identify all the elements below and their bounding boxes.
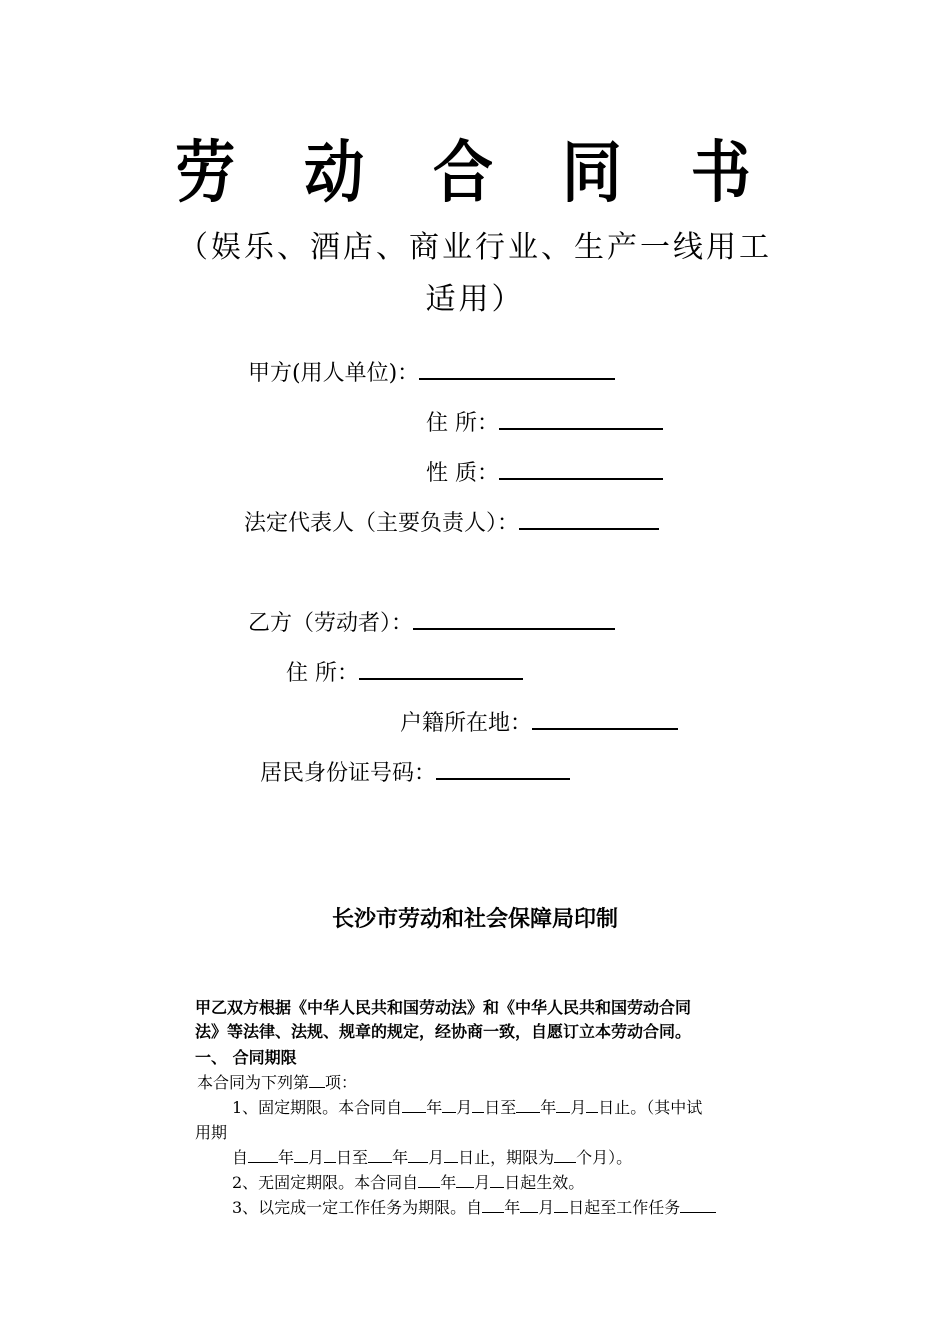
open-start-month-blank[interactable] [456,1173,474,1188]
fixed-end-day-blank[interactable] [586,1098,598,1113]
party-b-address-row [286,658,523,689]
party-b-household-label: 户籍所在地： [400,711,533,736]
document-subtitle-line-1: （娱乐、酒店、商业行业、生产一线用工 [178,230,772,265]
party-b-id-blank[interactable] [436,758,570,780]
task-start-year-blank[interactable] [482,1198,504,1213]
party-a-address-label: 住 所： [426,411,499,436]
intro-line-2: 法》等法律、法规、规章的规定，经协商一致，自愿订立本劳动合同。 [195,1022,692,1041]
party-a-nature-label: 性 质： [426,461,499,486]
party-b-name-row [248,608,615,639]
party-b-household-row [400,708,678,739]
party-a-legal-rep-row [244,508,659,539]
party-a-legal-rep-label: 法定代表人（主要负责人）： [244,511,520,536]
fixed-start-month-blank[interactable] [442,1098,456,1113]
section-1-heading: 一、 合同期限 [195,1048,297,1067]
probation-start-year-blank[interactable] [248,1148,278,1163]
intro-line-1: 甲乙双方根据《中华人民共和国劳动法》和《中华人民共和国劳动合同 [195,998,692,1017]
party-b-name-blank[interactable] [413,608,615,630]
party-b-household-blank[interactable] [532,708,678,730]
party-b-name-label: 乙方（劳动者）： [248,611,414,636]
probation-period: 自 年 月 日至 年 月 日止，期限为 个月）。 [232,1148,633,1167]
party-a-name-label: 甲方(用人单位)： [248,361,420,386]
fixed-start-year-blank[interactable] [402,1098,426,1113]
party-a-name-row [248,358,615,389]
section-1-intro: 本合同为下列第 项： [197,1073,358,1092]
document-subtitle-line-2: 适用） [425,282,525,317]
probation-start-day-blank[interactable] [324,1148,336,1163]
item-2-open-term: 2、无固定期限。本合同自 年 月 日起生效。 [232,1173,585,1192]
probation-end-year-blank[interactable] [368,1148,392,1163]
fixed-start-day-blank[interactable] [472,1098,484,1113]
item-3-task-term: 3、以完成一定工作任务为期限。自 年 月 日起至工作任务 [232,1196,716,1220]
open-start-year-blank[interactable] [418,1173,440,1188]
task-end-blank[interactable] [680,1198,716,1213]
party-a-address-row [426,408,663,439]
fixed-end-month-blank[interactable] [556,1098,570,1113]
party-b-id-row [260,758,570,789]
probation-start-month-blank[interactable] [294,1148,308,1163]
party-b-id-label: 居民身份证号码： [260,761,437,786]
party-b-address-blank[interactable] [359,658,523,680]
probation-end-month-blank[interactable] [408,1148,428,1163]
party-a-name-blank[interactable] [419,358,615,380]
contract-type-blank[interactable] [309,1073,325,1088]
party-a-address-blank[interactable] [499,408,663,430]
task-start-month-blank[interactable] [520,1198,538,1213]
fixed-end-year-blank[interactable] [516,1098,540,1113]
party-a-nature-blank[interactable] [499,458,663,480]
item-1-fixed-term: 1、固定期限。本合同自 年 月 日至 年 月 日止。（其中试 [232,1098,703,1117]
probation-end-day-blank[interactable] [444,1148,458,1163]
document-title: 劳 动 合 同 书 [175,133,775,213]
item-1-wrap: 用期 [195,1123,228,1142]
party-a-legal-rep-blank[interactable] [519,508,659,530]
probation-months-blank[interactable] [554,1148,576,1163]
task-start-day-blank[interactable] [554,1198,568,1213]
party-a-nature-row [426,458,663,489]
open-start-day-blank[interactable] [490,1173,504,1188]
printer-credit: 长沙市劳动和社会保障局印制 [331,907,618,932]
party-b-address-label: 住 所： [286,661,359,686]
